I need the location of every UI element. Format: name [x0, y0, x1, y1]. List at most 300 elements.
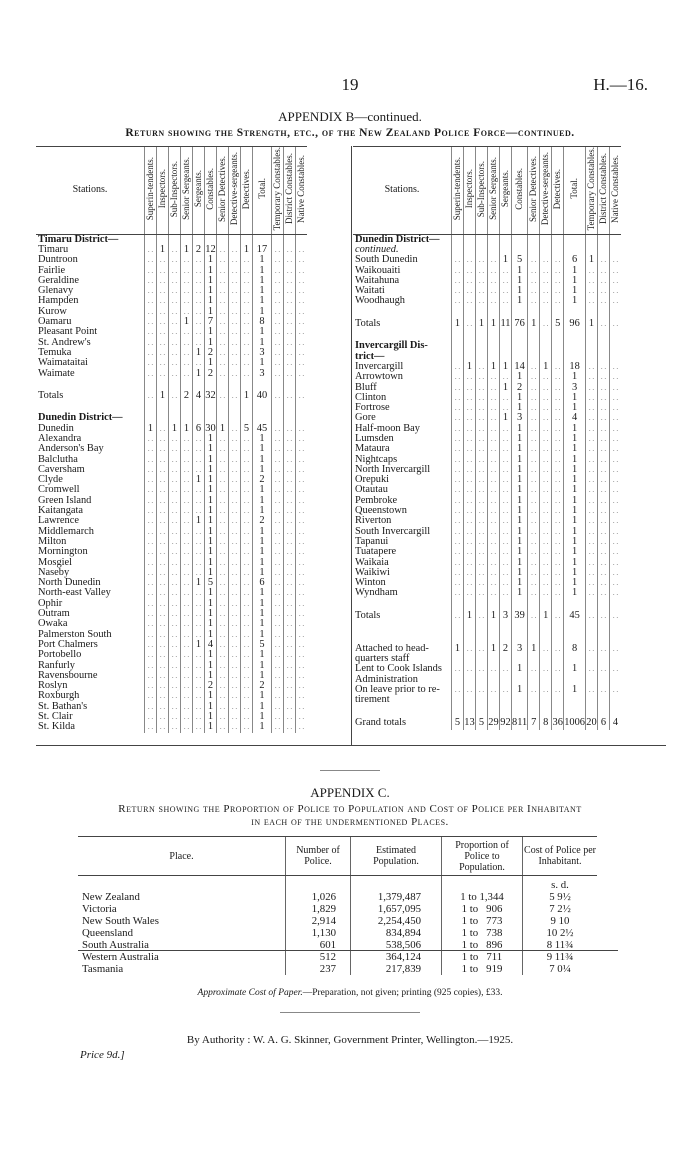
cell-value: [528, 599, 540, 609]
cell-value: [609, 307, 621, 317]
cell-value: . .: [284, 317, 296, 327]
cell-value: . .: [585, 455, 597, 465]
cell-value: . .: [229, 712, 241, 722]
cell-value: . .: [540, 413, 552, 423]
cell-value: [564, 331, 586, 341]
cell-value: [597, 633, 609, 643]
cell-value: [552, 234, 564, 245]
cell-value: 1: [488, 362, 500, 372]
cell-value: . .: [488, 276, 500, 286]
cell-value: 1: [205, 266, 217, 276]
cell-value: [585, 307, 597, 317]
cell-value: [528, 705, 540, 715]
cell-value: . .: [181, 661, 193, 671]
cell-value: . .: [476, 372, 488, 382]
station-name: Port Chalmers: [38, 638, 98, 650]
cell-value: . .: [157, 578, 169, 588]
cell-value: 1: [193, 369, 205, 379]
cell-value: . .: [597, 568, 609, 578]
cell-value: . .: [552, 527, 564, 537]
station-name: Half-moon Bay: [355, 422, 420, 434]
cell-value: . .: [272, 434, 284, 444]
proportion-value: 1 to 906: [442, 903, 523, 915]
cell-value: . .: [488, 413, 500, 423]
cell-value: . .: [585, 568, 597, 578]
cell-value: . .: [217, 369, 229, 379]
cell-value: . .: [552, 424, 564, 434]
cell-value: . .: [609, 434, 621, 444]
cell-value: . .: [585, 609, 597, 623]
table-row: [36, 338, 307, 348]
station-name: Temuka: [38, 346, 72, 358]
cell-value: . .: [609, 558, 621, 568]
cell-value: . .: [528, 434, 540, 444]
cell-value: 3: [253, 348, 272, 358]
table-row: [353, 475, 621, 485]
cell-value: 1: [205, 527, 217, 537]
cell-value: . .: [157, 506, 169, 516]
cell-value: . .: [217, 475, 229, 485]
cell-value: 1: [512, 547, 528, 557]
cell-value: 3: [500, 609, 512, 623]
cell-value: . .: [540, 424, 552, 434]
cell-value: . .: [145, 389, 157, 403]
cell-value: . .: [229, 327, 241, 337]
cell-value: 1006: [564, 716, 586, 730]
cell-value: . .: [145, 317, 157, 327]
proportion-bottom-rule: [78, 950, 618, 951]
cell-value: . .: [157, 640, 169, 650]
cell-value: . .: [296, 389, 308, 403]
cell-value: 1: [512, 424, 528, 434]
cell-value: . .: [476, 362, 488, 372]
cell-value: . .: [272, 338, 284, 348]
cell-value: . .: [284, 702, 296, 712]
cell-value: . .: [528, 286, 540, 296]
cell-value: . .: [284, 722, 296, 732]
cell-value: [476, 675, 488, 685]
cell-value: . .: [500, 537, 512, 547]
cell-value: [512, 331, 528, 341]
cell-value: . .: [609, 516, 621, 526]
cell-value: . .: [145, 296, 157, 306]
cell-value: . .: [145, 485, 157, 495]
cell-value: [464, 633, 476, 643]
cell-value: . .: [552, 685, 564, 695]
cell-value: . .: [169, 485, 181, 495]
table-row: [353, 434, 621, 444]
column-header: Sub-Inspectors.: [169, 147, 181, 235]
cell-value: . .: [540, 255, 552, 265]
cell-value: . .: [169, 338, 181, 348]
cell-value: . .: [181, 296, 193, 306]
cell-value: [585, 234, 597, 245]
estimated-population: 217,839: [351, 963, 442, 975]
cell-value: . .: [241, 558, 253, 568]
cell-value: 1: [253, 722, 272, 732]
proportion-value: 1 to 896: [442, 939, 523, 951]
station-name: Otautau: [355, 484, 388, 496]
cell-value: . .: [552, 286, 564, 296]
cell-value: 1: [253, 661, 272, 671]
cell-value: 1: [205, 327, 217, 337]
cell-value: . .: [181, 358, 193, 368]
cell-value: . .: [181, 444, 193, 454]
cell-value: . .: [488, 588, 500, 598]
cell-value: . .: [284, 389, 296, 403]
cell-value: . .: [181, 619, 193, 629]
cell-value: . .: [284, 558, 296, 568]
table-row: [353, 307, 621, 317]
station-name: On leave prior to re-: [355, 683, 440, 695]
cell-value: . .: [284, 691, 296, 701]
table-row: [36, 712, 307, 722]
cell-value: 1: [512, 465, 528, 475]
cell-value: . .: [157, 434, 169, 444]
cell-value: 2: [512, 383, 528, 393]
cost-value: 8 11¾: [523, 939, 598, 951]
cell-value: . .: [193, 465, 205, 475]
cell-value: 32: [205, 389, 217, 403]
column-header: Temporary Constables.: [585, 147, 597, 235]
cell-value: . .: [296, 455, 308, 465]
cell-value: . .: [193, 286, 205, 296]
cell-value: . .: [500, 424, 512, 434]
cell-value: . .: [284, 516, 296, 526]
cell-value: . .: [597, 558, 609, 568]
cell-value: . .: [181, 369, 193, 379]
cell-value: 5: [552, 317, 564, 331]
cell-value: 1: [205, 558, 217, 568]
cell-value: . .: [452, 286, 464, 296]
cell-value: . .: [296, 558, 308, 568]
cell-value: [476, 331, 488, 341]
cell-value: [488, 341, 500, 351]
cell-value: . .: [500, 516, 512, 526]
cell-value: . .: [488, 434, 500, 444]
cell-value: 2: [205, 348, 217, 358]
cell-value: [552, 352, 564, 362]
cell-value: . .: [552, 506, 564, 516]
cell-value: . .: [500, 286, 512, 296]
cell-value: . .: [528, 664, 540, 674]
cell-value: [452, 245, 464, 255]
cost-units: s. d.: [523, 876, 598, 892]
cell-value: [597, 675, 609, 685]
cell-value: . .: [229, 389, 241, 403]
cell-value: . .: [476, 588, 488, 598]
cell-value: . .: [540, 296, 552, 306]
cell-value: . .: [540, 286, 552, 296]
cell-value: . .: [296, 691, 308, 701]
cell-value: [452, 599, 464, 609]
cell-value: [552, 633, 564, 643]
cell-value: . .: [272, 496, 284, 506]
place-name: South Australia: [82, 939, 149, 951]
cell-value: [157, 403, 169, 413]
cell-value: . .: [528, 413, 540, 423]
cell-value: 1: [193, 348, 205, 358]
cell-value: . .: [181, 588, 193, 598]
cell-value: 1: [253, 255, 272, 265]
station-name: Waitahuna: [355, 274, 400, 286]
table-row: [36, 465, 307, 475]
cell-value: 1: [205, 691, 217, 701]
cell-value: . .: [597, 362, 609, 372]
cell-value: . .: [157, 650, 169, 660]
cell-value: [284, 379, 296, 389]
cell-value: . .: [296, 465, 308, 475]
cell-value: . .: [145, 465, 157, 475]
cell-value: . .: [217, 348, 229, 358]
cell-value: 1: [205, 496, 217, 506]
cell-value: 1: [169, 424, 181, 434]
cell-value: [609, 599, 621, 609]
column-header: Temporary Constables.: [272, 147, 284, 235]
cell-value: . .: [157, 358, 169, 368]
cell-value: . .: [145, 307, 157, 317]
cell-value: . .: [241, 516, 253, 526]
cell-value: . .: [528, 296, 540, 306]
cell-value: . .: [157, 496, 169, 506]
cell-value: [597, 705, 609, 715]
cell-value: . .: [272, 424, 284, 434]
cell-value: . .: [181, 702, 193, 712]
cell-value: [585, 341, 597, 351]
cell-value: . .: [241, 568, 253, 578]
cell-value: . .: [296, 671, 308, 681]
cell-value: . .: [452, 547, 464, 557]
cell-value: . .: [540, 537, 552, 547]
cell-value: [464, 599, 476, 609]
station-name: Outram: [38, 608, 70, 620]
cell-value: [597, 245, 609, 255]
cell-value: . .: [217, 516, 229, 526]
cell-value: . .: [296, 681, 308, 691]
station-name: Tapanui: [355, 535, 389, 547]
cell-value: 1: [205, 506, 217, 516]
cell-value: . .: [217, 547, 229, 557]
cell-value: [452, 695, 464, 705]
cell-value: 1: [205, 630, 217, 640]
cell-value: . .: [181, 527, 193, 537]
cell-value: . .: [217, 434, 229, 444]
cell-value: . .: [241, 650, 253, 660]
cell-value: [476, 654, 488, 664]
cell-value: . .: [229, 599, 241, 609]
cell-value: [452, 352, 464, 362]
cell-value: 1: [253, 327, 272, 337]
cell-value: . .: [452, 685, 464, 695]
cell-value: . .: [229, 537, 241, 547]
cell-value: [488, 331, 500, 341]
cell-value: [564, 705, 586, 715]
cell-value: 1: [512, 506, 528, 516]
cell-value: 29: [488, 716, 500, 730]
cell-value: . .: [609, 255, 621, 265]
cell-value: . .: [229, 348, 241, 358]
cell-value: 1: [564, 266, 586, 276]
cell-value: 1: [564, 506, 586, 516]
cell-value: . .: [145, 475, 157, 485]
cell-value: . .: [540, 393, 552, 403]
cell-value: . .: [181, 496, 193, 506]
cell-value: . .: [284, 485, 296, 495]
cell-value: . .: [597, 296, 609, 306]
cell-value: . .: [609, 383, 621, 393]
station-name: Dunedin District—: [38, 412, 123, 424]
cell-value: 4: [564, 413, 586, 423]
cell-value: . .: [181, 650, 193, 660]
cell-value: . .: [217, 558, 229, 568]
cell-value: 5: [476, 716, 488, 730]
cell-value: 11: [500, 317, 512, 331]
cell-value: . .: [217, 496, 229, 506]
cell-value: . .: [217, 245, 229, 255]
cell-value: 1: [512, 516, 528, 526]
table-row: [353, 609, 621, 623]
cell-value: [488, 599, 500, 609]
cell-value: . .: [476, 424, 488, 434]
cell-value: . .: [552, 485, 564, 495]
table-row: [78, 915, 597, 927]
col-number-of-police: Number of Police.: [286, 837, 351, 876]
column-header: Constables.: [205, 147, 217, 235]
cell-value: . .: [540, 475, 552, 485]
cell-value: . .: [229, 547, 241, 557]
cell-value: . .: [229, 671, 241, 681]
cell-value: . .: [157, 599, 169, 609]
cell-value: . .: [452, 558, 464, 568]
proportion-value: 1 to 711: [442, 951, 523, 963]
cell-value: 1: [564, 685, 586, 695]
cell-value: . .: [464, 558, 476, 568]
cell-value: . .: [488, 685, 500, 695]
cell-value: [488, 623, 500, 633]
station-name: Waimataitai: [38, 357, 88, 369]
cell-value: [452, 705, 464, 715]
station-name: Mosgiel: [38, 556, 73, 568]
cell-value: . .: [500, 664, 512, 674]
cell-value: . .: [272, 527, 284, 537]
cell-value: . .: [464, 485, 476, 495]
cell-value: . .: [488, 506, 500, 516]
cell-value: 1: [512, 537, 528, 547]
cell-value: . .: [169, 348, 181, 358]
cell-value: . .: [540, 434, 552, 444]
cell-value: . .: [241, 527, 253, 537]
cell-value: . .: [229, 702, 241, 712]
cell-value: . .: [296, 702, 308, 712]
station-name: North-east Valley: [38, 587, 111, 599]
cell-value: . .: [284, 578, 296, 588]
cell-value: . .: [284, 619, 296, 629]
cell-value: [488, 307, 500, 317]
cell-value: . .: [585, 547, 597, 557]
cell-value: [284, 403, 296, 413]
cell-value: . .: [585, 527, 597, 537]
cell-value: . .: [296, 506, 308, 516]
cell-value: . .: [284, 465, 296, 475]
cell-value: . .: [464, 444, 476, 454]
cell-value: . .: [552, 547, 564, 557]
proportion-value: 1 to 738: [442, 927, 523, 939]
cell-value: . .: [157, 369, 169, 379]
cell-value: . .: [157, 255, 169, 265]
cell-value: . .: [296, 568, 308, 578]
cell-value: . .: [229, 444, 241, 454]
cell-value: [609, 623, 621, 633]
cell-value: [597, 234, 609, 245]
cell-value: 39: [512, 609, 528, 623]
cell-value: . .: [193, 255, 205, 265]
cell-value: . .: [145, 444, 157, 454]
cell-value: . .: [217, 485, 229, 495]
cell-value: 1: [205, 547, 217, 557]
cost-note-text: —Preparation, not given; printing (925 copies), £33.: [302, 988, 503, 998]
cell-value: 1: [500, 383, 512, 393]
cell-value: . .: [609, 568, 621, 578]
cell-value: . .: [193, 547, 205, 557]
cell-value: . .: [217, 578, 229, 588]
cell-value: 45: [564, 609, 586, 623]
cell-value: [585, 352, 597, 362]
cell-value: . .: [193, 296, 205, 306]
table-row: [353, 296, 621, 306]
cell-value: [205, 379, 217, 389]
table-row: [36, 702, 307, 712]
cell-value: . .: [452, 372, 464, 382]
col-cost: Cost of Police per Inhabitant.: [523, 837, 598, 876]
cell-value: . .: [552, 644, 564, 654]
cell-value: [609, 675, 621, 685]
cell-value: 1: [205, 455, 217, 465]
cost-value: 9 11¾: [523, 951, 598, 963]
cell-value: 1: [512, 558, 528, 568]
cell-value: . .: [181, 276, 193, 286]
station-name: Nightcaps: [355, 453, 398, 465]
cell-value: . .: [500, 475, 512, 485]
cell-value: 1: [193, 640, 205, 650]
cell-value: . .: [488, 286, 500, 296]
station-name: Clinton: [355, 391, 387, 403]
cell-value: 1: [205, 485, 217, 495]
cell-value: [540, 675, 552, 685]
cell-value: . .: [157, 475, 169, 485]
cell-value: . .: [464, 413, 476, 423]
cell-value: . .: [528, 424, 540, 434]
cell-value: . .: [488, 496, 500, 506]
cell-value: 1: [205, 650, 217, 660]
station-name: Kaitangata: [38, 505, 84, 517]
cell-value: 1: [528, 317, 540, 331]
station-name: Riverton: [355, 515, 392, 527]
cell-value: [609, 234, 621, 245]
cell-value: . .: [540, 465, 552, 475]
cell-value: . .: [476, 276, 488, 286]
cell-value: . .: [488, 485, 500, 495]
cell-value: . .: [464, 568, 476, 578]
cell-value: [217, 234, 229, 245]
cell-value: [452, 234, 464, 245]
cell-value: . .: [284, 671, 296, 681]
strength-table-right: [353, 146, 621, 730]
table-row: [36, 671, 307, 681]
cell-value: . .: [452, 527, 464, 537]
cell-value: . .: [488, 568, 500, 578]
cell-value: . .: [193, 444, 205, 454]
cell-value: [609, 331, 621, 341]
